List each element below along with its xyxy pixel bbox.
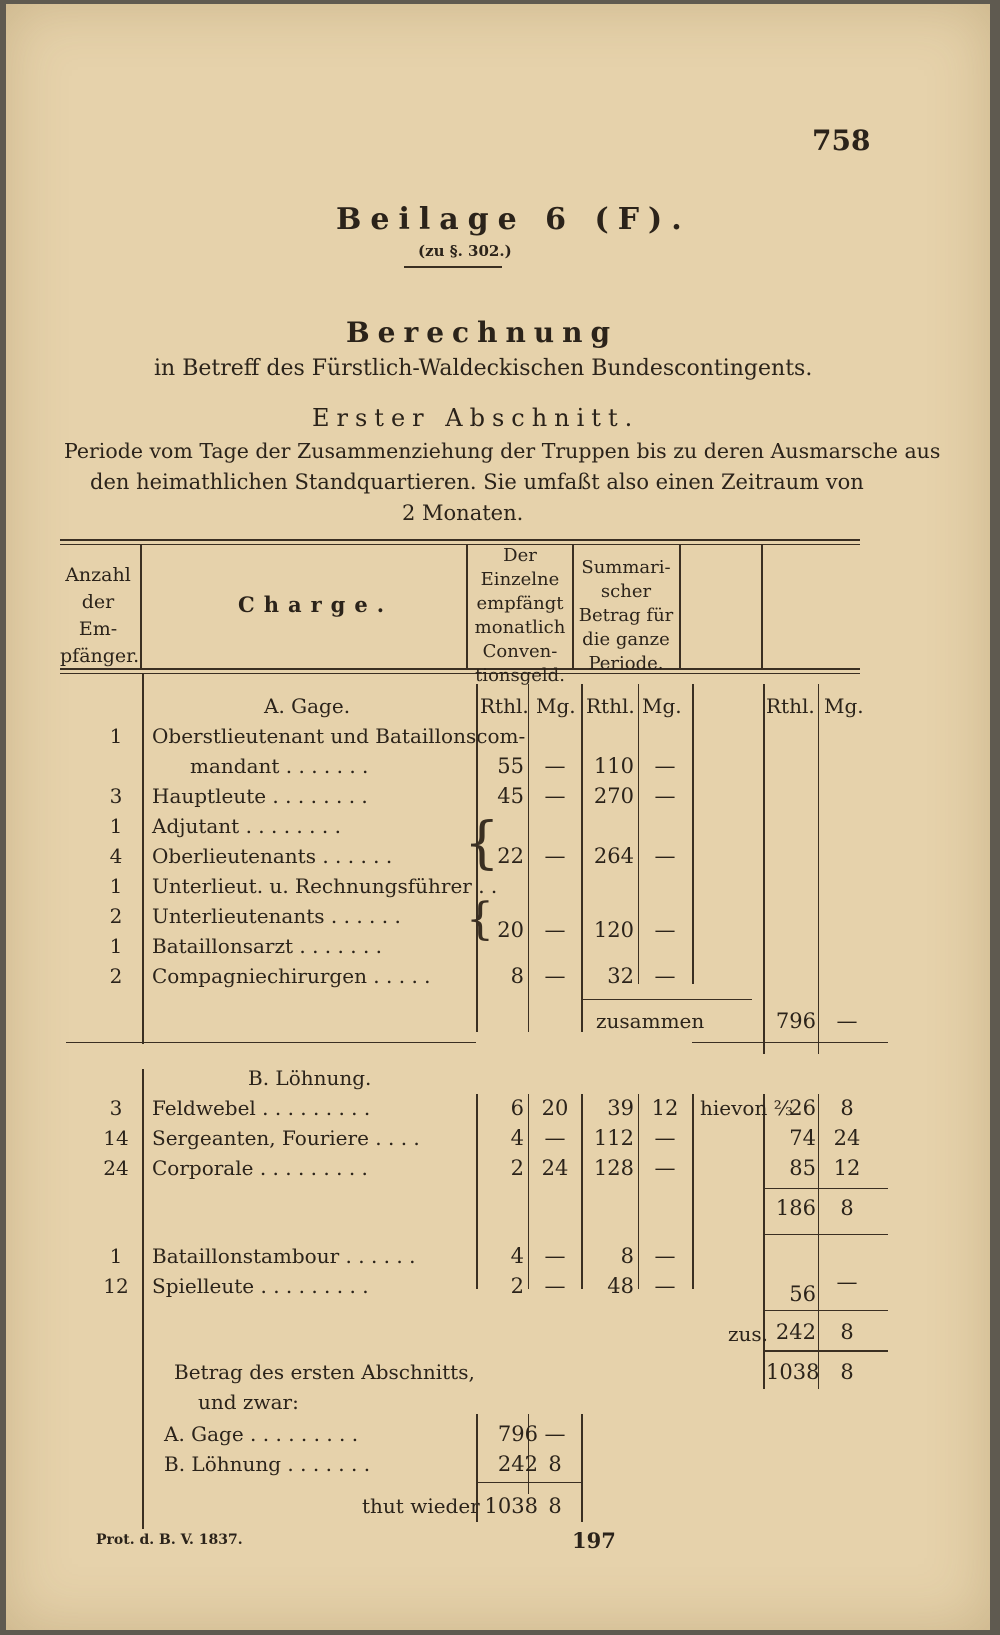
footer-signature-number: 197 (572, 1528, 616, 1553)
header-divider-2 (466, 544, 468, 668)
gage-row-5-count: 1 (109, 874, 123, 898)
gage-row-7-label: Bataillonsarzt . . . . . . . (152, 934, 383, 958)
loehnung-row-2-label: Sergeanten, Fouriere . . . . (152, 1126, 420, 1150)
gage-row-8-mg: — (544, 964, 566, 988)
gage-row-4-rthl: 22 (497, 844, 524, 868)
summary-label-2: und zwar: (198, 1390, 299, 1414)
gage-row-3-label: Adjutant . . . . . . . . (152, 814, 341, 838)
subject-line: in Betreff des Fürstlich-Waldeckischen Bundescontingents. (154, 356, 813, 381)
column-header-count: Anzahl der Em-pfänger. (60, 564, 140, 667)
grand-total-rule (764, 1350, 888, 1352)
body-divider-single-mg (528, 684, 529, 1032)
summary-again-mg: 8 (548, 1494, 562, 1518)
loehnung-row-4-count: 1 (109, 1244, 123, 1268)
gage-row-4-count: 4 (109, 844, 123, 868)
loehnung-row-1-rthl: 6 (510, 1096, 524, 1120)
unit-sum-rthl: Rthl. (586, 694, 635, 718)
gage-row-5-label: Unterlieut. u. Rechnungsführer . . (152, 874, 498, 898)
summary-again-box-left (476, 1488, 478, 1522)
loehnung-sub2-rthl: 56 (789, 1282, 816, 1306)
loehnung-sub1-rule (764, 1188, 888, 1189)
gage-row-8-sum-mg: — (654, 964, 676, 988)
header-bottom-rule (60, 668, 860, 670)
loehnung-row-2-count: 14 (103, 1126, 129, 1150)
gage-total-label: zusammen (596, 1009, 705, 1033)
body-divider-total (763, 684, 765, 1054)
summary-b-rthl: 242 (497, 1452, 538, 1476)
loehnung-row-5-rthl: 2 (510, 1274, 524, 1298)
appendix-title: Beilage 6 (F). (336, 202, 691, 237)
summary-total-rthl: 1038 (766, 1360, 820, 1384)
gage-total-rthl: 796 (775, 1009, 816, 1033)
gage-total-rule (582, 999, 752, 1000)
gage-row-8-sum-rthl: 32 (607, 964, 634, 988)
gage-end-rule (66, 1042, 476, 1043)
loehnung-row-3-sum-mg: — (654, 1156, 676, 1180)
loehnung-row-2-sum-mg: — (654, 1126, 676, 1150)
column-header-summary: Summari-scher Betrag für die ganze Periode. (578, 557, 674, 674)
summary-b-mg: 8 (548, 1452, 562, 1476)
gage-row-6-count: 2 (109, 904, 123, 928)
loehnung-zus-rule (764, 1310, 888, 1311)
header-bottom-rule-thin (60, 673, 860, 674)
gage-row-4-label: Oberlieutenants . . . . . . (152, 844, 393, 868)
header-divider-3 (572, 544, 574, 668)
loehnung-zus-mg: 8 (840, 1320, 854, 1344)
loehnung-sub1-end-rule (764, 1234, 888, 1235)
loehnung-note: hievon ⅔ (700, 1096, 794, 1120)
loehnung-row-2-x-mg: 24 (833, 1126, 861, 1150)
gage-row-8-count: 2 (109, 964, 123, 988)
table-top-rule (60, 539, 860, 541)
gage-row-8-rthl: 8 (510, 964, 524, 988)
loehnung-row-1-count: 3 (109, 1096, 123, 1120)
loehnung-sub2-mg: — (836, 1270, 858, 1294)
gage-row-1-label: Oberstlieutenant und Bataillonscom- (152, 724, 526, 748)
summary-label-1: Betrag des ersten Abschnitts, (174, 1360, 475, 1384)
loehnung-zus-rthl: 242 (775, 1320, 816, 1344)
loehnung-row-4-rthl: 4 (510, 1244, 524, 1268)
gage-heading: A. Gage. (264, 694, 351, 718)
lower-divider-single-mg (528, 1094, 529, 1289)
loehnung-row-5-label: Spielleute . . . . . . . . . (152, 1274, 369, 1298)
calculation-heading: Berechnung (346, 316, 619, 349)
body-divider-sum (581, 684, 583, 1032)
loehnung-sub1-mg: 8 (840, 1196, 854, 1220)
body-divider-total-mg (818, 684, 819, 1054)
loehnung-row-3-sum-rthl: 128 (593, 1156, 634, 1180)
loehnung-row-4-sum-rthl: 8 (620, 1244, 634, 1268)
loehnung-sub1-rthl: 186 (775, 1196, 816, 1220)
column-header-charge: Charge. (238, 592, 394, 617)
gage-end-rule-right (692, 1042, 888, 1043)
gage-row-6-label: Unterlieutenants . . . . . . (152, 904, 401, 928)
summary-again-box-right (581, 1488, 583, 1522)
lower-divider-sum (581, 1094, 583, 1289)
gage-row-4-sum-rthl: 264 (593, 844, 634, 868)
unit-single-mg: Mg. (536, 694, 576, 718)
loehnung-row-3-rthl: 2 (510, 1156, 524, 1180)
loehnung-row-3-label: Corporale . . . . . . . . . (152, 1156, 368, 1180)
table-top-rule-thin (60, 544, 860, 545)
loehnung-row-5-sum-rthl: 48 (607, 1274, 634, 1298)
gage-row-2-sum-rthl: 270 (593, 784, 634, 808)
loehnung-row-3-mg: 24 (541, 1156, 569, 1180)
unit-total-rthl: Rthl. (766, 694, 815, 718)
gage-row-3-count: 1 (109, 814, 123, 838)
summary-divider-sum (581, 1414, 583, 1494)
gage-row-1-rthl: 55 (497, 754, 524, 778)
section-heading: Erster Abschnitt. (312, 404, 640, 432)
header-divider-5 (761, 544, 763, 668)
period-line-3: 2 Monaten. (402, 501, 524, 525)
lower-divider-single (476, 1094, 478, 1289)
summary-total-mg: 8 (840, 1360, 854, 1384)
unit-total-mg: Mg. (824, 694, 864, 718)
brace-oberlieutenants: { (464, 811, 500, 876)
lower-divider-sum-mg (638, 1094, 639, 1289)
loehnung-row-1-mg: 20 (541, 1096, 569, 1120)
page-number: 758 (812, 124, 871, 157)
lower-divider-total-mg (818, 1094, 819, 1389)
brace-unterlieutenants: { (466, 894, 494, 945)
loehnung-row-4-label: Bataillonstambour . . . . . . (152, 1244, 416, 1268)
document-page (6, 4, 990, 1630)
summary-a-label: A. Gage . . . . . . . . . (164, 1422, 359, 1446)
gage-row-7-sum-mg: — (654, 918, 676, 942)
summary-b-label: B. Löhnung . . . . . . . (164, 1452, 371, 1476)
gage-row-2-mg: — (544, 784, 566, 808)
summary-again-rule (476, 1482, 581, 1483)
loehnung-row-1-sum-rthl: 39 (607, 1096, 634, 1120)
gage-row-7-rthl: 20 (497, 918, 524, 942)
loehnung-row-4-sum-mg: — (654, 1244, 676, 1268)
unit-sum-mg: Mg. (642, 694, 682, 718)
loehnung-row-3-x-mg: 12 (833, 1156, 861, 1180)
body-divider-sum-mg (638, 684, 639, 984)
gage-row-4-mg: — (544, 844, 566, 868)
gage-row-1-mg: — (544, 754, 566, 778)
gage-row-7-sum-rthl: 120 (593, 918, 634, 942)
period-line-2: den heimathlichen Standquartieren. Sie umfaßt also einen Zeitraum von (90, 470, 864, 494)
header-divider-1 (140, 544, 142, 668)
footer-reference: Prot. d. B. V. 1837. (96, 1532, 243, 1548)
loehnung-row-1-label: Feldwebel . . . . . . . . . (152, 1096, 371, 1120)
loehnung-row-5-sum-mg: — (654, 1274, 676, 1298)
loehnung-heading: B. Löhnung. (248, 1066, 372, 1090)
gage-row-7-count: 1 (109, 934, 123, 958)
loehnung-row-2-x-rthl: 74 (789, 1126, 816, 1150)
loehnung-row-2-rthl: 4 (510, 1126, 524, 1150)
loehnung-row-1-x-mg: 8 (840, 1096, 854, 1120)
gage-row-7-mg: — (544, 918, 566, 942)
column-header-single: Der Einzelne empfängt monatlich Conven-tionsgeld. (474, 545, 566, 686)
gage-row-1-sum-mg: — (654, 754, 676, 778)
loehnung-row-3-x-rthl: 85 (789, 1156, 816, 1180)
summary-a-rthl: 796 (497, 1422, 538, 1446)
gage-row-1-sum-rthl: 110 (593, 754, 634, 778)
loehnung-zus-label: zus. (728, 1322, 769, 1346)
gage-row-4-sum-mg: — (654, 844, 676, 868)
loehnung-row-2-sum-rthl: 112 (593, 1126, 634, 1150)
summary-again-label: thut wieder (362, 1494, 480, 1518)
loehnung-row-1-sum-mg: 12 (651, 1096, 679, 1120)
body-divider-count (142, 674, 144, 1044)
loehnung-row-5-mg: — (544, 1274, 566, 1298)
gage-row-2-label: Hauptleute . . . . . . . . (152, 784, 368, 808)
body-divider-count-lower (142, 1069, 144, 1529)
gage-row-2-count: 3 (109, 784, 123, 808)
gage-total-mg: — (836, 1009, 858, 1033)
summary-again-rthl: 1038 (484, 1494, 538, 1518)
gage-row-1-count: 1 (109, 724, 123, 748)
gage-row-2-sum-mg: — (654, 784, 676, 808)
gage-row-2-rthl: 45 (497, 784, 524, 808)
loehnung-row-4-mg: — (544, 1244, 566, 1268)
gage-row-1-label-cont: mandant . . . . . . . (190, 754, 369, 778)
title-rule (404, 266, 502, 268)
lower-divider-sum-end (692, 1094, 694, 1289)
loehnung-row-5-count: 12 (103, 1274, 129, 1298)
loehnung-row-1-x-rthl: 26 (789, 1096, 816, 1120)
body-divider-sum-end (692, 684, 694, 984)
paragraph-reference: (zu §. 302.) (418, 242, 512, 260)
loehnung-row-2-mg: — (544, 1126, 566, 1150)
loehnung-row-3-count: 24 (103, 1156, 129, 1180)
summary-a-mg: — (544, 1422, 566, 1446)
gage-row-8-label: Compagniechirurgen . . . . . (152, 964, 431, 988)
header-divider-4 (679, 544, 681, 668)
period-line-1: Periode vom Tage der Zusammenziehung der Truppen bis zu deren Ausmarsche aus (64, 439, 941, 463)
unit-single-rthl: Rthl. (480, 694, 529, 718)
